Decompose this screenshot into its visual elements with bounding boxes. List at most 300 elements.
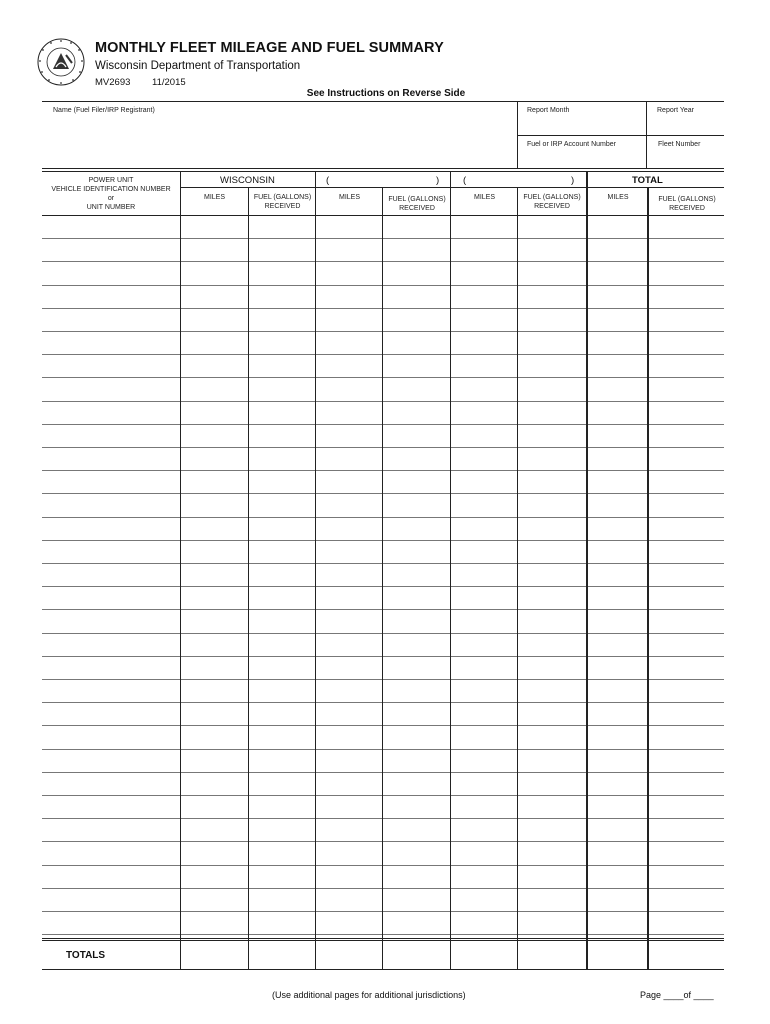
table-cell[interactable] (588, 518, 646, 539)
table-cell[interactable] (317, 332, 380, 353)
table-cell[interactable] (250, 587, 313, 608)
unit-number-cell[interactable] (44, 796, 178, 817)
table-cell[interactable] (588, 796, 646, 817)
table-cell[interactable] (250, 796, 313, 817)
unit-number-cell[interactable] (44, 332, 178, 353)
table-cell[interactable] (182, 262, 246, 283)
table-cell[interactable] (250, 912, 313, 933)
table-cell[interactable] (650, 912, 722, 933)
table-cell[interactable] (384, 796, 448, 817)
table-cell[interactable] (250, 819, 313, 840)
table-cell[interactable] (650, 680, 722, 701)
table-cell[interactable] (588, 819, 646, 840)
table-cell[interactable] (384, 703, 448, 724)
table-cell[interactable] (384, 518, 448, 539)
table-cell[interactable] (519, 796, 584, 817)
unit-number-cell[interactable] (44, 703, 178, 724)
table-cell[interactable] (250, 634, 313, 655)
table-cell[interactable] (452, 750, 515, 771)
table-cell[interactable] (384, 587, 448, 608)
table-cell[interactable] (182, 239, 246, 260)
table-cell[interactable] (317, 912, 380, 933)
table-cell[interactable] (650, 494, 722, 515)
table-cell[interactable] (452, 703, 515, 724)
table-cell[interactable] (384, 355, 448, 376)
unit-number-cell[interactable] (44, 912, 178, 933)
table-cell[interactable] (317, 402, 380, 423)
table-cell[interactable] (250, 471, 313, 492)
table-cell[interactable] (182, 610, 246, 631)
table-cell[interactable] (384, 541, 448, 562)
table-cell[interactable] (452, 262, 515, 283)
table-cell[interactable] (588, 425, 646, 446)
table-cell[interactable] (452, 518, 515, 539)
unit-number-cell[interactable] (44, 518, 178, 539)
table-cell[interactable] (317, 866, 380, 887)
table-cell[interactable] (384, 286, 448, 307)
table-cell[interactable] (588, 866, 646, 887)
table-cell[interactable] (650, 216, 722, 237)
unit-number-cell[interactable] (44, 425, 178, 446)
jurisdiction-1-open-paren: ( (326, 175, 330, 186)
totals-cell[interactable] (384, 942, 448, 967)
table-cell[interactable] (588, 332, 646, 353)
table-cell[interactable] (250, 518, 313, 539)
table-cell[interactable] (519, 889, 584, 910)
table-cell[interactable] (650, 425, 722, 446)
table-cell[interactable] (519, 866, 584, 887)
totals-cell[interactable] (317, 942, 380, 967)
table-cell[interactable] (519, 587, 584, 608)
totals-cell[interactable] (519, 942, 584, 967)
unit-number-cell[interactable] (44, 587, 178, 608)
table-cell[interactable] (384, 239, 448, 260)
table-cell[interactable] (317, 378, 380, 399)
table-cell[interactable] (519, 912, 584, 933)
table-cell[interactable] (182, 587, 246, 608)
table-cell[interactable] (650, 750, 722, 771)
unit-number-cell[interactable] (44, 750, 178, 771)
table-cell[interactable] (317, 703, 380, 724)
table-cell[interactable] (317, 518, 380, 539)
table-cell[interactable] (588, 239, 646, 260)
table-cell[interactable] (588, 912, 646, 933)
table-cell[interactable] (588, 262, 646, 283)
table-cell[interactable] (519, 378, 584, 399)
table-cell[interactable] (182, 471, 246, 492)
table-cell[interactable] (650, 819, 722, 840)
table-cell[interactable] (650, 773, 722, 794)
table-cell[interactable] (588, 703, 646, 724)
table-cell[interactable] (250, 889, 313, 910)
unit-number-cell[interactable] (44, 448, 178, 469)
table-cell[interactable] (452, 564, 515, 585)
table-cell[interactable] (182, 726, 246, 747)
table-cell[interactable] (317, 842, 380, 863)
table-cell[interactable] (182, 332, 246, 353)
unit-number-cell[interactable] (44, 842, 178, 863)
table-cell[interactable] (384, 912, 448, 933)
table-cell[interactable] (588, 680, 646, 701)
table-cell[interactable] (650, 564, 722, 585)
table-cell[interactable] (519, 634, 584, 655)
table-cell[interactable] (588, 355, 646, 376)
table-cell[interactable] (588, 750, 646, 771)
table-cell[interactable] (384, 680, 448, 701)
table-cell[interactable] (250, 866, 313, 887)
unit-number-cell[interactable] (44, 866, 178, 887)
table-cell[interactable] (182, 402, 246, 423)
table-cell[interactable] (650, 726, 722, 747)
table-cell[interactable] (384, 378, 448, 399)
table-cell[interactable] (519, 262, 584, 283)
table-cell[interactable] (519, 773, 584, 794)
table-cell[interactable] (650, 703, 722, 724)
table-cell[interactable] (317, 657, 380, 678)
table-cell[interactable] (250, 494, 313, 515)
table-cell[interactable] (317, 587, 380, 608)
j1-fuel-header: FUEL (GALLONS) RECEIVED (388, 196, 446, 212)
table-cell[interactable] (250, 750, 313, 771)
table-cell[interactable] (250, 239, 313, 260)
table-cell[interactable] (452, 448, 515, 469)
table-cell[interactable] (519, 448, 584, 469)
unit-number-cell[interactable] (44, 634, 178, 655)
table-cell[interactable] (384, 866, 448, 887)
table-cell[interactable] (452, 216, 515, 237)
unit-number-cell[interactable] (44, 657, 178, 678)
table-cell[interactable] (588, 634, 646, 655)
unit-number-cell[interactable] (44, 773, 178, 794)
table-cell[interactable] (182, 866, 246, 887)
unit-number-cell[interactable] (44, 216, 178, 237)
table-cell[interactable] (250, 564, 313, 585)
table-cell[interactable] (182, 912, 246, 933)
unit-number-cell[interactable] (44, 378, 178, 399)
unit-number-cell[interactable] (44, 309, 178, 330)
table-cell[interactable] (452, 842, 515, 863)
table-cell[interactable] (650, 634, 722, 655)
table-cell[interactable] (317, 239, 380, 260)
unit-number-cell[interactable] (44, 494, 178, 515)
table-cell[interactable] (588, 402, 646, 423)
table-cell[interactable] (182, 216, 246, 237)
table-cell[interactable] (317, 564, 380, 585)
table-cell[interactable] (588, 309, 646, 330)
unit-number-cell[interactable] (44, 819, 178, 840)
table-cell[interactable] (519, 471, 584, 492)
table-cell[interactable] (452, 773, 515, 794)
table-cell[interactable] (650, 239, 722, 260)
table-cell[interactable] (588, 889, 646, 910)
table-cell[interactable] (384, 657, 448, 678)
table-cell[interactable] (519, 564, 584, 585)
table-cell[interactable] (384, 494, 448, 515)
table-cell[interactable] (650, 866, 722, 887)
table-cell[interactable] (250, 286, 313, 307)
table-cell[interactable] (452, 912, 515, 933)
jurisdiction-1-input[interactable] (334, 173, 434, 187)
table-cell[interactable] (182, 541, 246, 562)
table-cell[interactable] (650, 332, 722, 353)
table-cell[interactable] (588, 286, 646, 307)
page-number-field[interactable]: Page ____of ____ (640, 990, 714, 1000)
table-cell[interactable] (384, 262, 448, 283)
table-cell[interactable] (650, 518, 722, 539)
table-cell[interactable] (182, 494, 246, 515)
table-cell[interactable] (384, 216, 448, 237)
table-cell[interactable] (519, 703, 584, 724)
table-cell[interactable] (452, 494, 515, 515)
table-cell[interactable] (519, 402, 584, 423)
table-cell[interactable] (650, 471, 722, 492)
table-cell[interactable] (317, 773, 380, 794)
table-cell[interactable] (384, 448, 448, 469)
unit-number-cell[interactable] (44, 262, 178, 283)
report-month-input[interactable] (518, 116, 645, 134)
table-cell[interactable] (650, 262, 722, 283)
unit-number-cell[interactable] (44, 286, 178, 307)
table-cell[interactable] (250, 703, 313, 724)
totals-cell[interactable] (250, 942, 313, 967)
table-cell[interactable] (588, 541, 646, 562)
table-cell[interactable] (384, 309, 448, 330)
table-cell[interactable] (182, 773, 246, 794)
totals-cell[interactable] (650, 942, 722, 967)
table-cell[interactable] (452, 634, 515, 655)
table-cell[interactable] (588, 587, 646, 608)
jurisdiction-2-input[interactable] (471, 173, 569, 187)
table-cell[interactable] (452, 610, 515, 631)
table-cell[interactable] (182, 634, 246, 655)
table-cell[interactable] (650, 657, 722, 678)
table-cell[interactable] (250, 425, 313, 446)
name-input[interactable] (43, 116, 516, 167)
table-cell[interactable] (452, 355, 515, 376)
table-cell[interactable] (519, 541, 584, 562)
table-cell[interactable] (384, 842, 448, 863)
department-name: Wisconsin Department of Transportation (95, 60, 301, 72)
table-cell[interactable] (519, 819, 584, 840)
table-cell[interactable] (650, 378, 722, 399)
table-cell[interactable] (452, 309, 515, 330)
table-cell[interactable] (250, 657, 313, 678)
table-cell[interactable] (317, 680, 380, 701)
table-cell[interactable] (650, 448, 722, 469)
table-cell[interactable] (519, 657, 584, 678)
table-cell[interactable] (519, 726, 584, 747)
table-cell[interactable] (384, 402, 448, 423)
table-cell[interactable] (519, 286, 584, 307)
table-cell[interactable] (452, 889, 515, 910)
table-cell[interactable] (588, 378, 646, 399)
table-cell[interactable] (650, 541, 722, 562)
table-cell[interactable] (182, 564, 246, 585)
table-cell[interactable] (250, 773, 313, 794)
table-cell[interactable] (384, 634, 448, 655)
table-cell[interactable] (250, 262, 313, 283)
table-cell[interactable] (384, 471, 448, 492)
unit-number-cell[interactable] (44, 355, 178, 376)
table-cell[interactable] (452, 471, 515, 492)
unit-number-cell[interactable] (44, 610, 178, 631)
table-cell[interactable] (519, 610, 584, 631)
table-cell[interactable] (182, 703, 246, 724)
table-cell[interactable] (452, 819, 515, 840)
table-cell[interactable] (250, 610, 313, 631)
unit-number-cell[interactable] (44, 402, 178, 423)
table-cell[interactable] (182, 355, 246, 376)
table-cell[interactable] (650, 587, 722, 608)
table-cell[interactable] (452, 541, 515, 562)
totals-cell[interactable] (452, 942, 515, 967)
table-cell[interactable] (384, 889, 448, 910)
table-cell[interactable] (317, 889, 380, 910)
table-cell[interactable] (317, 610, 380, 631)
table-cell[interactable] (650, 889, 722, 910)
table-cell[interactable] (182, 796, 246, 817)
table-cell[interactable] (384, 332, 448, 353)
table-cell[interactable] (384, 564, 448, 585)
table-cell[interactable] (182, 680, 246, 701)
table-cell[interactable] (250, 726, 313, 747)
account-number-input[interactable] (518, 150, 645, 167)
table-cell[interactable] (317, 355, 380, 376)
table-cell[interactable] (317, 750, 380, 771)
table-cell[interactable] (650, 402, 722, 423)
table-cell[interactable] (452, 680, 515, 701)
table-cell[interactable] (384, 819, 448, 840)
table-cell[interactable] (588, 564, 646, 585)
table-cell[interactable] (317, 471, 380, 492)
table-cell[interactable] (317, 541, 380, 562)
table-cell[interactable] (519, 216, 584, 237)
table-cell[interactable] (452, 796, 515, 817)
table-cell[interactable] (519, 494, 584, 515)
table-cell[interactable] (452, 239, 515, 260)
table-cell[interactable] (588, 216, 646, 237)
table-cell[interactable] (452, 402, 515, 423)
unit-number-cell[interactable] (44, 239, 178, 260)
table-cell[interactable] (317, 634, 380, 655)
table-cell[interactable] (384, 610, 448, 631)
table-cell[interactable] (317, 286, 380, 307)
table-cell[interactable] (650, 355, 722, 376)
table-cell[interactable] (519, 842, 584, 863)
table-cell[interactable] (452, 378, 515, 399)
table-cell[interactable] (588, 471, 646, 492)
table-cell[interactable] (452, 866, 515, 887)
table-cell[interactable] (384, 425, 448, 446)
table-cell[interactable] (317, 425, 380, 446)
unit-number-cell[interactable] (44, 889, 178, 910)
table-cell[interactable] (250, 332, 313, 353)
table-cell[interactable] (452, 286, 515, 307)
table-cell[interactable] (519, 425, 584, 446)
table-cell[interactable] (519, 309, 584, 330)
table-cell[interactable] (182, 750, 246, 771)
table-cell[interactable] (250, 842, 313, 863)
table-cell[interactable] (317, 726, 380, 747)
unit-number-cell[interactable] (44, 471, 178, 492)
table-cell[interactable] (250, 216, 313, 237)
table-cell[interactable] (317, 819, 380, 840)
unit-number-cell[interactable] (44, 564, 178, 585)
table-cell[interactable] (182, 842, 246, 863)
totals-cell[interactable] (182, 942, 246, 967)
table-cell[interactable] (182, 425, 246, 446)
table-cell[interactable] (588, 610, 646, 631)
table-cell[interactable] (650, 610, 722, 631)
unit-column-header: POWER UNIT VEHICLE IDENTIFICATION NUMBER or UNIT NUMBER (51, 177, 171, 211)
table-top-rule-double (42, 171, 724, 172)
table-cell[interactable] (519, 518, 584, 539)
table-cell[interactable] (384, 773, 448, 794)
table-cell[interactable] (317, 448, 380, 469)
table-cell[interactable] (250, 309, 313, 330)
table-cell[interactable] (519, 680, 584, 701)
table-cell[interactable] (182, 819, 246, 840)
table-cell[interactable] (317, 262, 380, 283)
table-cell[interactable] (317, 796, 380, 817)
table-cell[interactable] (384, 726, 448, 747)
table-cell[interactable] (250, 355, 313, 376)
unit-number-cell[interactable] (44, 541, 178, 562)
table-cell[interactable] (588, 842, 646, 863)
table-cell[interactable] (250, 541, 313, 562)
table-cell[interactable] (182, 448, 246, 469)
table-cell[interactable] (182, 657, 246, 678)
table-cell[interactable] (182, 518, 246, 539)
table-cell[interactable] (250, 680, 313, 701)
table-cell[interactable] (452, 425, 515, 446)
table-cell[interactable] (250, 448, 313, 469)
report-year-input[interactable] (647, 116, 724, 134)
table-cell[interactable] (588, 657, 646, 678)
table-cell[interactable] (384, 750, 448, 771)
table-cell[interactable] (182, 286, 246, 307)
table-cell[interactable] (519, 239, 584, 260)
table-cell[interactable] (182, 378, 246, 399)
table-cell[interactable] (250, 378, 313, 399)
table-cell[interactable] (250, 402, 313, 423)
table-cell[interactable] (650, 796, 722, 817)
table-cell[interactable] (452, 587, 515, 608)
totals-cell[interactable] (588, 942, 646, 967)
fleet-number-input[interactable] (647, 150, 724, 167)
unit-number-cell[interactable] (44, 680, 178, 701)
table-cell[interactable] (650, 286, 722, 307)
table-cell[interactable] (519, 750, 584, 771)
table-cell[interactable] (588, 494, 646, 515)
table-cell[interactable] (452, 657, 515, 678)
table-cell[interactable] (317, 309, 380, 330)
table-cell[interactable] (588, 448, 646, 469)
unit-number-cell[interactable] (44, 726, 178, 747)
table-cell[interactable] (650, 842, 722, 863)
table-cell[interactable] (588, 726, 646, 747)
table-cell[interactable] (650, 309, 722, 330)
table-cell[interactable] (519, 332, 584, 353)
table-cell[interactable] (452, 726, 515, 747)
table-cell[interactable] (519, 355, 584, 376)
table-cell[interactable] (452, 332, 515, 353)
table-cell[interactable] (317, 494, 380, 515)
table-cell[interactable] (182, 309, 246, 330)
table-cell[interactable] (317, 216, 380, 237)
table-cell[interactable] (182, 889, 246, 910)
table-cell[interactable] (588, 773, 646, 794)
